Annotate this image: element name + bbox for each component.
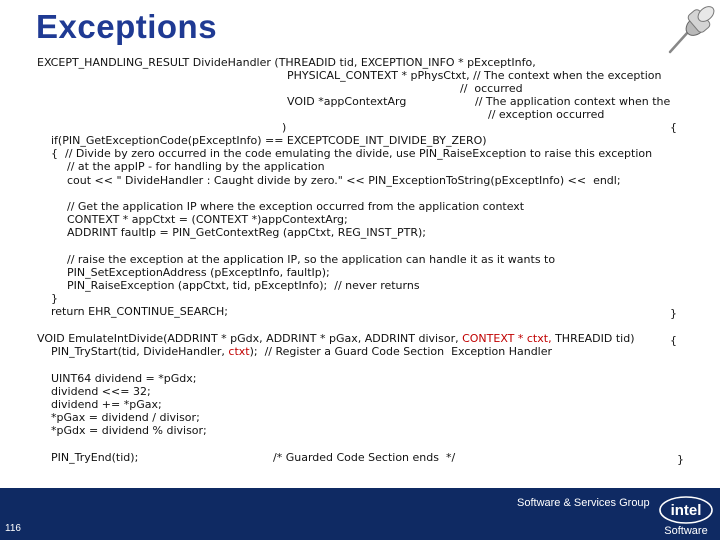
code-line: PIN_TryEnd(tid); [51,451,139,464]
code-line: ) [282,121,287,134]
intel-logo-icon [657,493,715,538]
code-line: // Get the application IP where the exception occurred from the application context [67,200,525,213]
code-line: // exception occurred [488,108,605,121]
footer-bar [0,488,720,540]
code-line: PIN_RaiseException (appCtxt, tid, pExceptInfo); // never returns [67,279,420,292]
code-line: if(PIN_GetExceptionCode(pExceptInfo) == EXCEPTCODE_INT_DIVIDE_BY_ZERO) [51,134,487,147]
code-line: PHYSICAL_CONTEXT * pPhysCtxt, // The context when the exception [287,69,662,82]
code-brace: } [51,292,58,305]
code-line: cout << " DivideHandler : Caught divide by zero." << PIN_ExceptionToString(pExceptInfo) << endl; [67,174,621,187]
code-line: VOID *appContextArg [287,95,407,108]
code-line: EXCEPT_HANDLING_RESULT DivideHandler (THREADID tid, EXCEPTION_INFO * pExceptInfo, [37,56,536,69]
code-line: PIN_SetExceptionAddress (pExceptInfo, faultIp); [67,266,330,279]
code-line [37,332,635,345]
code-line: { // Divide by zero occurred in the code emulating the divide, use PIN_RaiseException to raise this exception [51,147,653,160]
footer-group-label: Software & Services Group [517,497,650,509]
code-line: UINT64 dividend = *pGdx; [51,372,197,385]
code-segment: ); // Register a Guard Code Section Exception Handler [249,345,553,358]
code-brace: { [670,334,677,347]
code-line: // at the appIP - for handling by the application [67,160,325,173]
code-highlight: CONTEXT * ctxt, [462,332,552,345]
code-line [51,345,552,358]
code-line: // raise the exception at the application IP, so the application can handle it as it wants to [67,253,556,266]
code-line: ADDRINT faultIp = PIN_GetContextReg (appCtxt, REG_INST_PTR); [67,226,426,239]
code-comment: /* Guarded Code Section ends */ [273,451,456,464]
code-line: *pGax = dividend / divisor; [51,411,200,424]
code-segment: THREADID tid) [551,332,635,345]
logo-word: intel [670,502,702,519]
code-highlight: ctxt [228,345,250,358]
page-number: 116 [5,523,21,534]
code-line: // The application context when the [475,95,671,108]
code-brace: { [670,121,677,134]
code-line: CONTEXT * appCtxt = (CONTEXT *)appContextArg; [67,213,348,226]
code-segment: VOID EmulateIntDivide(ADDRINT * pGdx, ADDRINT * pGax, ADDRINT divisor, [37,332,463,345]
code-brace: } [677,453,684,466]
logo-sub: Software [664,525,708,537]
code-line: return EHR_CONTINUE_SEARCH; [51,305,228,318]
code-line: dividend <<= 32; [51,385,151,398]
code-segment: PIN_TryStart(tid, DivideHandler, [51,345,229,358]
code-line: *pGdx = dividend % divisor; [51,424,207,437]
code-brace: } [670,307,677,320]
code-line: // occurred [460,82,523,95]
push-pin-icon [656,2,720,66]
slide-title: Exceptions [36,8,218,45]
code-line: dividend += *pGax; [51,398,162,411]
